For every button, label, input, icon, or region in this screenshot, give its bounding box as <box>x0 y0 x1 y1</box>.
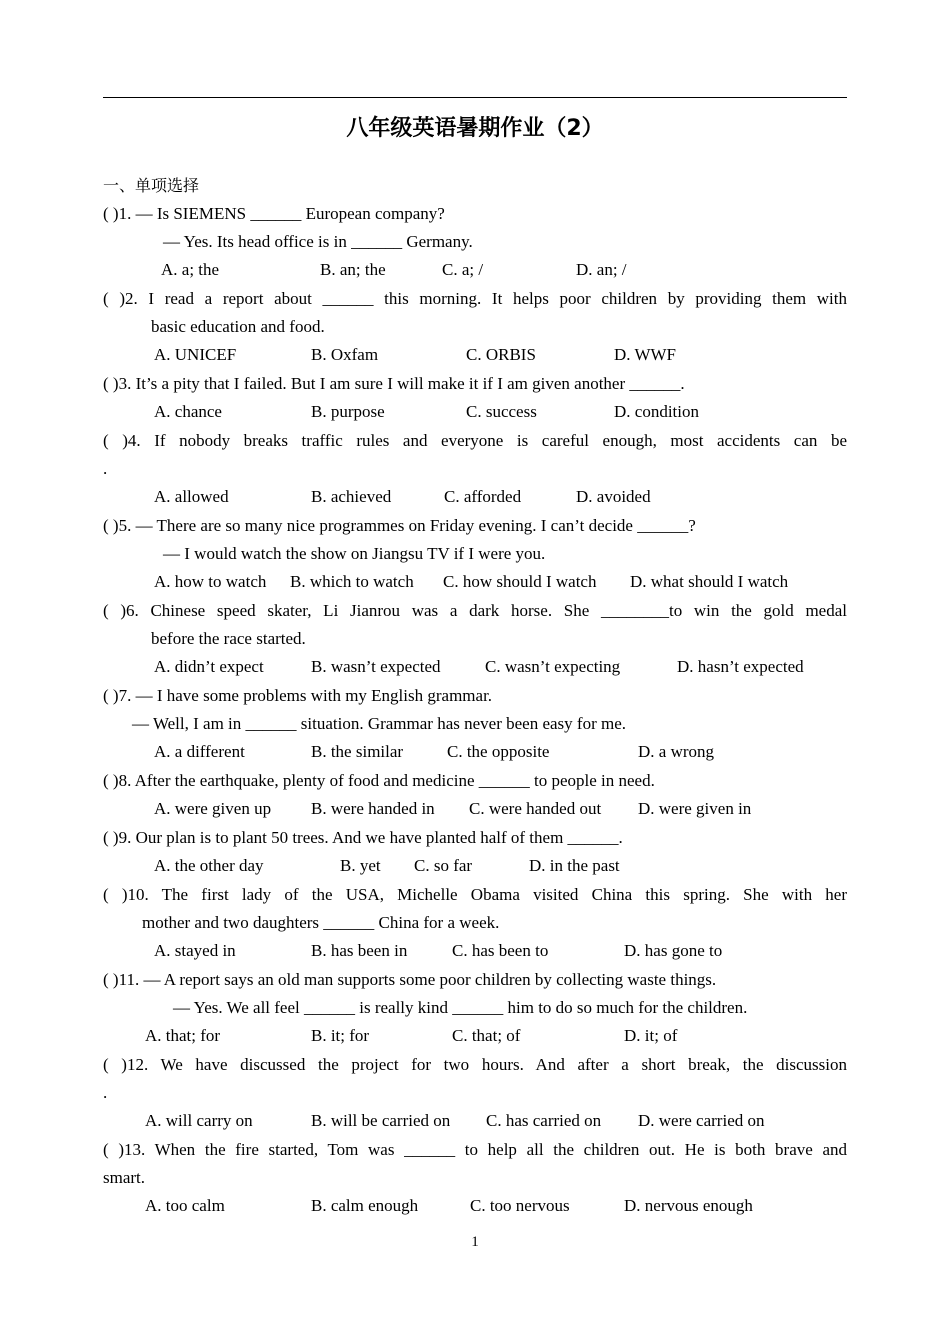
option-a: A. allowed <box>154 487 229 506</box>
option-c: C. success <box>466 402 537 421</box>
option-a: A. stayed in <box>154 941 236 960</box>
section-heading: 一、单项选择 <box>103 176 200 195</box>
question-line: mother and two daughters ______ China for a week. <box>142 913 500 932</box>
page-number: 1 <box>471 1234 479 1250</box>
option-b: B. wasn’t expected <box>311 657 441 676</box>
question-line: ( )12. We have discussed the project for two hours. And after a short break, the discussion <box>103 1055 847 1074</box>
option-a: A. how to watch <box>154 572 267 591</box>
option-b: B. were handed in <box>311 799 435 818</box>
question-line: ( )3. It’s a pity that I failed. But I am sure I will make it if I am given another ______. <box>103 374 685 393</box>
option-b: B. which to watch <box>290 572 414 591</box>
question-line: — Yes. Its head office is in ______ Germany. <box>163 232 473 251</box>
option-a: A. chance <box>154 402 222 421</box>
question-line: — I would watch the show on Jiangsu TV if I were you. <box>163 544 546 563</box>
option-c: C. ORBIS <box>466 345 536 364</box>
option-a: A. a different <box>154 742 245 761</box>
option-c: C. that; of <box>452 1026 521 1045</box>
option-d: D. has gone to <box>624 941 723 960</box>
option-d: D. WWF <box>614 345 677 364</box>
option-a: A. that; for <box>145 1026 221 1045</box>
question-line: ( )2. I read a report about ______ this morning. It helps poor children by providing them with <box>103 289 847 308</box>
option-c: C. afforded <box>444 487 522 506</box>
option-b: B. will be carried on <box>311 1111 451 1130</box>
option-a: A. too calm <box>145 1196 225 1215</box>
option-c: C. too nervous <box>470 1196 570 1215</box>
option-b: B. purpose <box>311 402 385 421</box>
question-line: ( )4. If nobody breaks traffic rules and everyone is careful enough, most accidents can be <box>103 431 847 450</box>
option-b: B. calm enough <box>311 1196 419 1215</box>
option-c: C. wasn’t expecting <box>485 657 621 676</box>
option-c: C. were handed out <box>469 799 602 818</box>
option-d: D. condition <box>614 402 699 421</box>
option-a: A. didn’t expect <box>154 657 264 676</box>
question-line: ( )1. — Is SIEMENS ______ European company? <box>103 204 445 223</box>
question-line: . <box>103 1083 108 1102</box>
option-d: D. nervous enough <box>624 1196 753 1215</box>
option-c: C. a; / <box>442 260 484 279</box>
option-c: C. how should I watch <box>443 572 597 591</box>
question-line: — Well, I am in ______ situation. Grammar has never been easy for me. <box>132 714 627 733</box>
option-a: A. were given up <box>154 799 272 818</box>
option-b: B. has been in <box>311 941 408 960</box>
option-b: B. achieved <box>311 487 392 506</box>
option-d: D. avoided <box>576 487 651 506</box>
question-line: basic education and food. <box>151 317 325 336</box>
option-d: D. a wrong <box>638 742 715 761</box>
page-title: 八年级英语暑期作业（2） <box>346 116 604 141</box>
option-d: D. an; / <box>576 260 627 279</box>
option-d: D. hasn’t expected <box>677 657 804 676</box>
option-c: C. the opposite <box>447 742 550 761</box>
option-a: A. UNICEF <box>154 345 237 364</box>
question-line: ( )5. — There are so many nice programmes on Friday evening. I can’t decide ______? <box>103 516 696 535</box>
question-line: ( )9. Our plan is to plant 50 trees. And we have planted half of them ______. <box>103 828 623 847</box>
header-rule <box>103 97 847 98</box>
option-b: B. yet <box>340 856 381 875</box>
option-d: D. what should I watch <box>630 572 789 591</box>
question-line: ( )11. — A report says an old man supports some poor children by collecting waste things. <box>103 970 717 989</box>
question-line: ( )6. Chinese speed skater, Li Jianrou was a dark horse. She ________to win the gold medal <box>103 601 847 620</box>
question-line: ( )10. The first lady of the USA, Michelle Obama visited China this spring. She with her <box>103 885 847 904</box>
question-line: ( )13. When the fire started, Tom was ______ to help all the children out. He is both brave and <box>103 1140 847 1159</box>
option-c: C. has carried on <box>486 1111 602 1130</box>
question-line: . <box>103 459 108 478</box>
option-a: A. the other day <box>154 856 264 875</box>
option-a: A. a; the <box>161 260 220 279</box>
option-b: B. it; for <box>311 1026 370 1045</box>
option-b: B. Oxfam <box>311 345 379 364</box>
option-c: C. has been to <box>452 941 549 960</box>
question-line: ( )7. — I have some problems with my English grammar. <box>103 686 493 705</box>
option-d: D. were given in <box>638 799 752 818</box>
question-line: — Yes. We all feel ______ is really kind ______ him to do so much for the children. <box>173 998 748 1017</box>
question-line: ( )8. After the earthquake, plenty of food and medicine ______ to people in need. <box>103 771 655 790</box>
option-d: D. it; of <box>624 1026 678 1045</box>
question-line: before the race started. <box>151 629 306 648</box>
option-a: A. will carry on <box>145 1111 253 1130</box>
option-b: B. the similar <box>311 742 404 761</box>
option-d: D. were carried on <box>638 1111 765 1130</box>
question-line: smart. <box>103 1168 146 1187</box>
option-d: D. in the past <box>529 856 620 875</box>
option-b: B. an; the <box>320 260 386 279</box>
option-c: C. so far <box>414 856 473 875</box>
